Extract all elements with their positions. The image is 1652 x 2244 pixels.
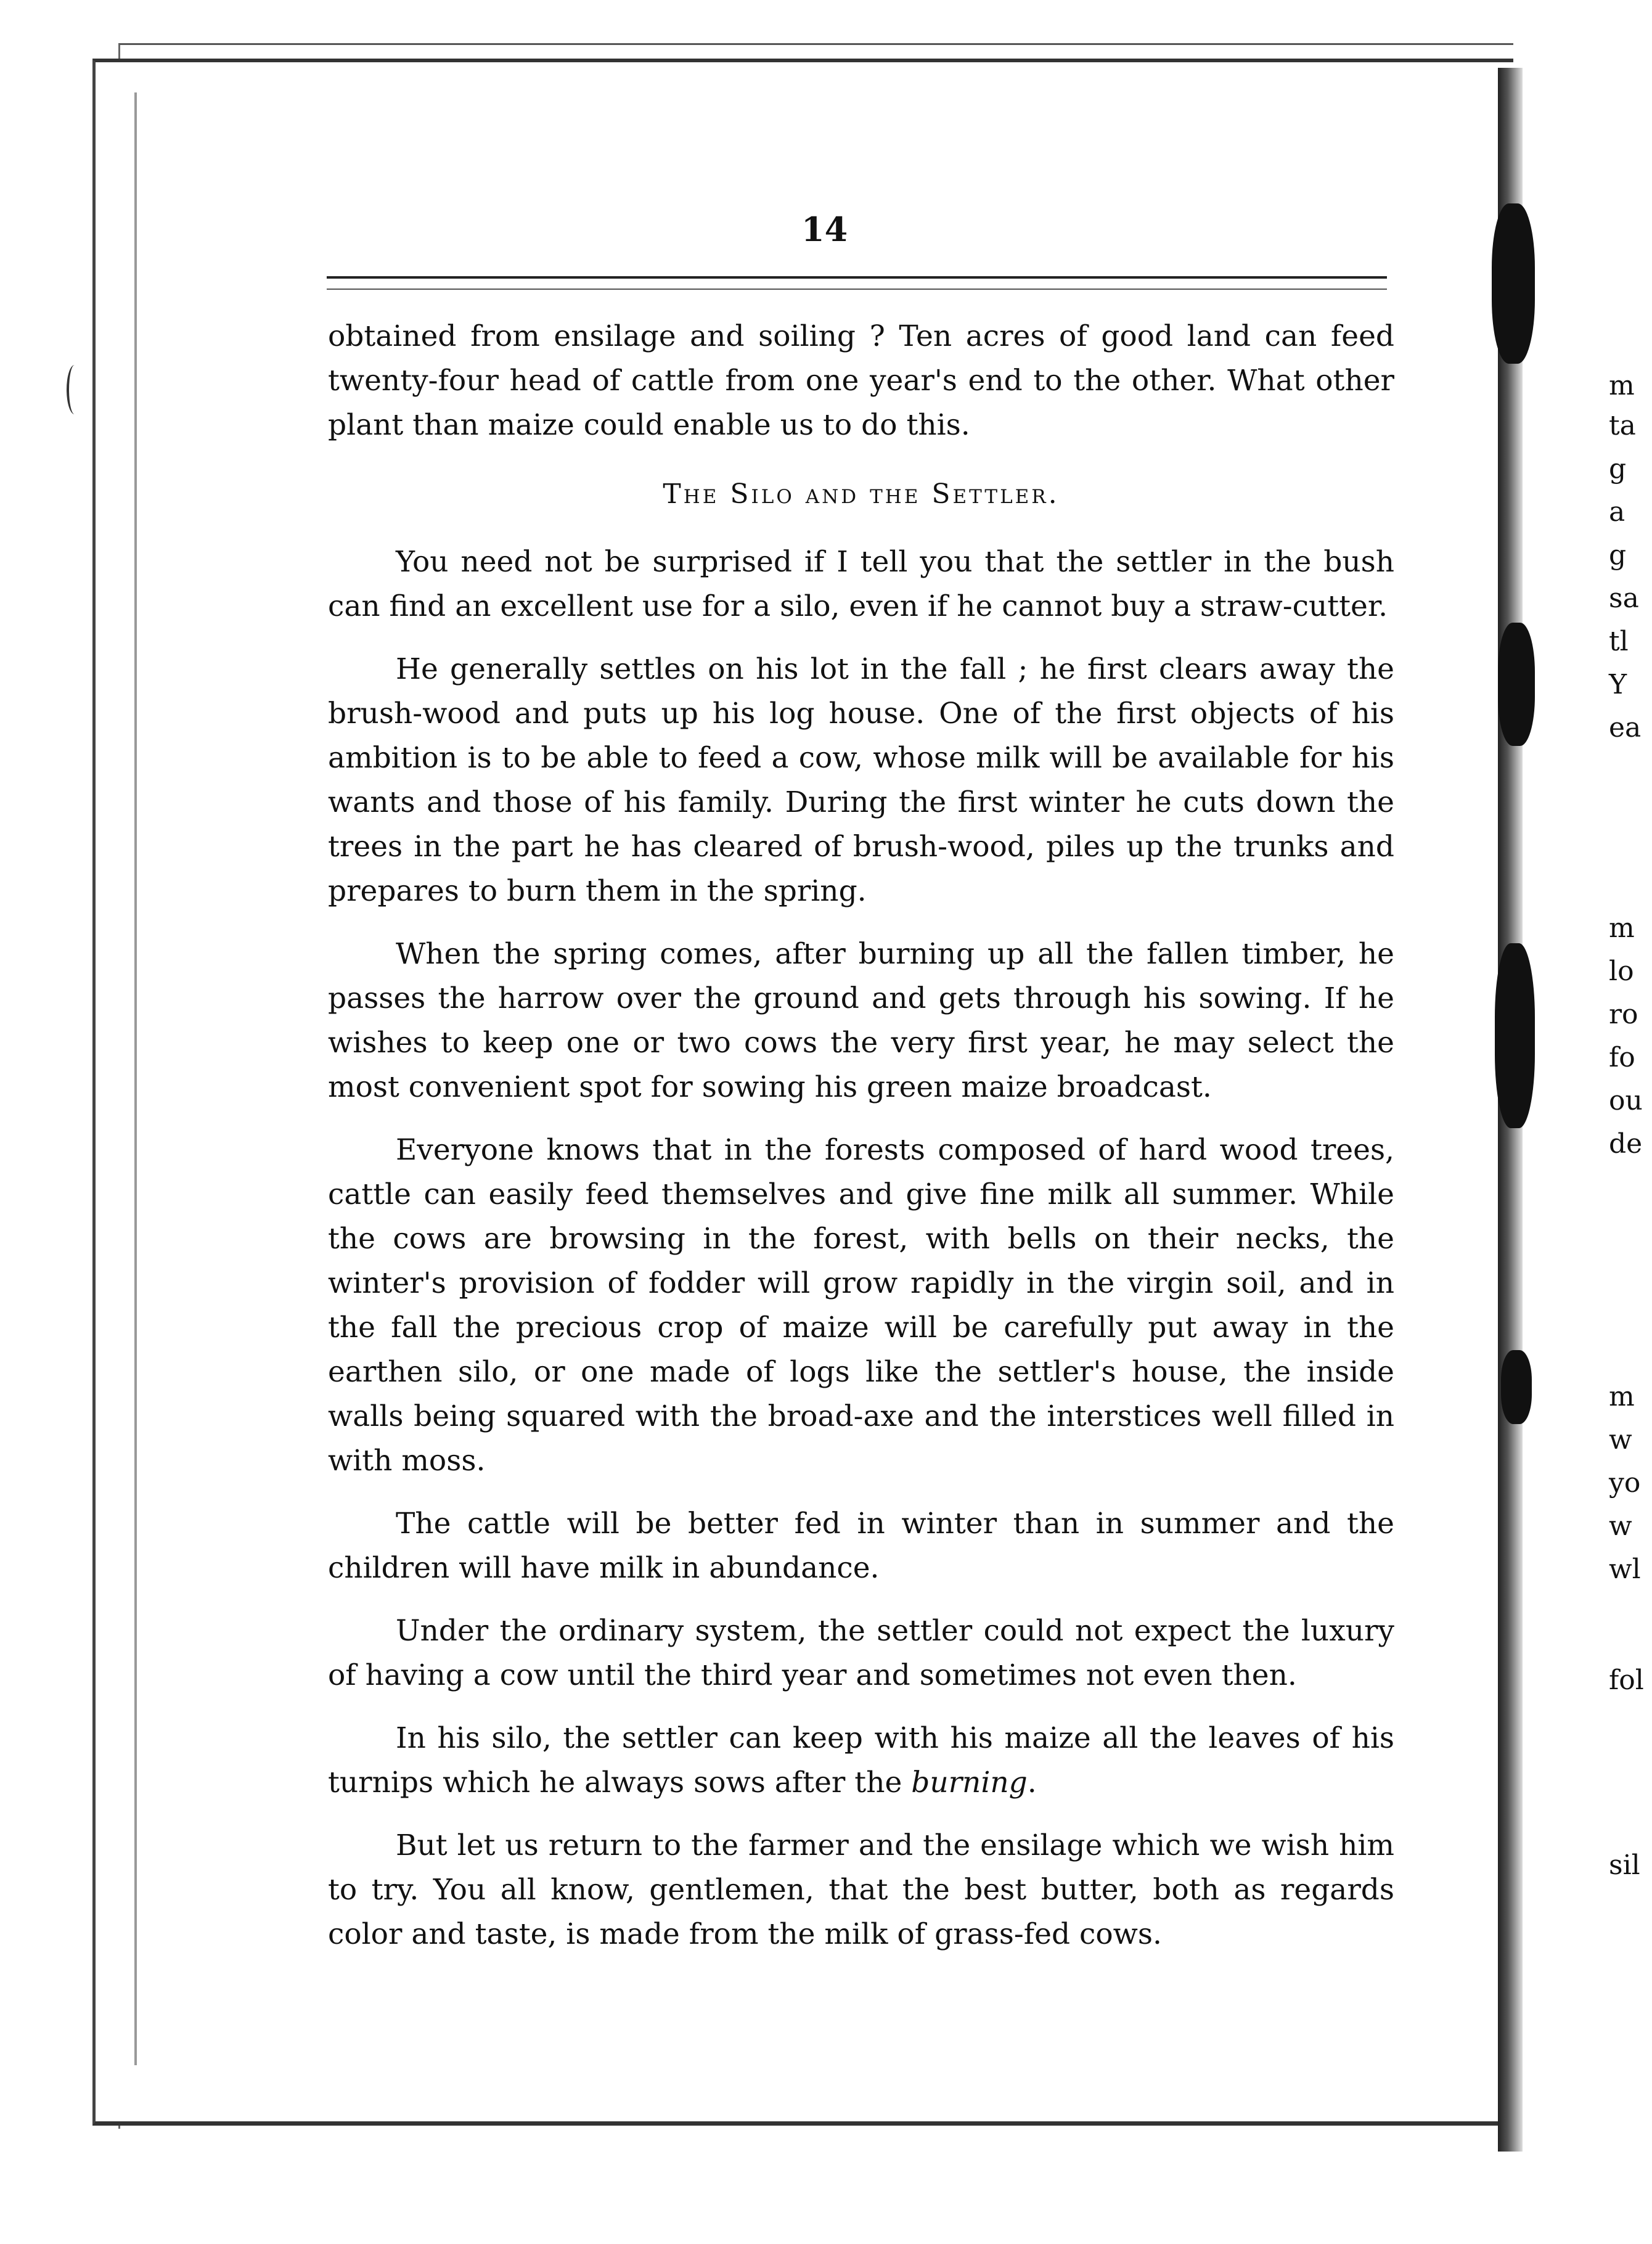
facing-page-fragment: ro: [1609, 999, 1638, 1030]
body-paragraph: Everyone knows that in the forests composed of hard wood trees, cattle can easily feed themselves and give fine milk all summer. While the cows are browsing in the forest, with bells on their necks, the winter's provision of fodder will grow rapidly in the virgin soil, and in the fall the precious crop of maize will be carefully put away in the earthen silo, or one made of logs like the settler's house, the inside walls being squared with the broad-axe and the interstices well filled in with moss.: [328, 1133, 1394, 1478]
section-heading: The Silo and the Settler.: [663, 478, 1060, 510]
binding-blot: [1498, 623, 1535, 746]
turnips-text-end: .: [1027, 1766, 1037, 1800]
facing-page-fragment: g: [1609, 539, 1627, 571]
facing-page-fragment: a: [1609, 496, 1625, 528]
header-rule: [327, 276, 1387, 290]
body-paragraph: But let us return to the farmer and the ensilage which we wish him to try. You all know, gentlemen, that the best butter, both as regards color and taste, is made from the milk of grass-fed cows.: [328, 1828, 1394, 1951]
facing-page-fragment: tl: [1609, 626, 1629, 657]
facing-page-fragment: w: [1609, 1510, 1632, 1542]
facing-page-fragment: lo: [1609, 956, 1634, 987]
binding-blot: [1501, 1350, 1532, 1424]
facing-page-fragment: g: [1609, 453, 1627, 485]
facing-page-fragment: ou: [1609, 1085, 1643, 1116]
body-paragraph-turnips: [328, 1716, 1394, 1805]
facing-page-fragment: sil: [1609, 1849, 1640, 1881]
facing-page-fragment: m: [1609, 370, 1635, 401]
facing-page-fragment: fo: [1609, 1042, 1635, 1073]
facing-page-fragment: ta: [1609, 410, 1636, 441]
body-paragraph: He generally settles on his lot in the fall ; he first clears away the brush-wood and puts up his log house. One of the first objects of his ambition is to be able to feed a cow, whose milk will be available for his wants and those of his family. During the first winter he cuts down the trees in the part he has cleared of brush-wood, piles up the trunks and prepares to burn them in the spring.: [328, 652, 1394, 908]
inner-margin-line: [134, 92, 137, 2065]
facing-page-fragment: m: [1609, 1381, 1635, 1412]
body-paragraph: The cattle will be better fed in winter than in summer and the children will have milk in abundance.: [328, 1507, 1394, 1585]
binding-blot: [1492, 203, 1535, 364]
burning-italic: burning: [911, 1766, 1028, 1800]
binding-blot: [1495, 943, 1535, 1128]
facing-page-fragment: w: [1609, 1424, 1632, 1456]
facing-page-fragment: Y: [1609, 669, 1627, 700]
facing-page-fragment: fol: [1609, 1665, 1644, 1696]
facing-page-fragment: de: [1609, 1128, 1643, 1160]
opening-paragraph: obtained from ensilage and soiling ? Ten acres of good land can feed twenty-four head of cattle from one year's end to the other. What other plant than maize could enable us to do this.: [328, 319, 1394, 442]
body-paragraph: You need not be surprised if I tell you that the settler in the bush can find an excellent use for a silo, even if he cannot buy a straw-cutter.: [328, 545, 1394, 623]
facing-page-fragment: ea: [1609, 712, 1642, 743]
torn-binding: [1473, 68, 1529, 2152]
body-paragraph: Under the ordinary system, the settler could not expect the luxury of having a cow until the third year and sometimes not even then.: [328, 1614, 1394, 1692]
facing-page-fragment: sa: [1609, 583, 1639, 614]
margin-stray-mark: [67, 365, 83, 414]
turnips-text: In his silo, the settler can keep with his maize all the leaves of his turnips which he always sows after the: [328, 1721, 1394, 1800]
page-body: [328, 314, 1394, 1975]
facing-page-fragment: yo: [1609, 1467, 1641, 1499]
facing-page-fragment: m: [1609, 912, 1635, 944]
page-number: 14: [801, 210, 848, 249]
body-paragraph: When the spring comes, after burning up all the fallen timber, he passes the harrow over the ground and gets through his sowing. If he wishes to keep one or two cows the very first year, he may select the most convenient spot for sowing his green maize broadcast.: [328, 937, 1394, 1104]
facing-page: [1529, 0, 1652, 2244]
facing-page-fragment: wl: [1609, 1554, 1641, 1585]
